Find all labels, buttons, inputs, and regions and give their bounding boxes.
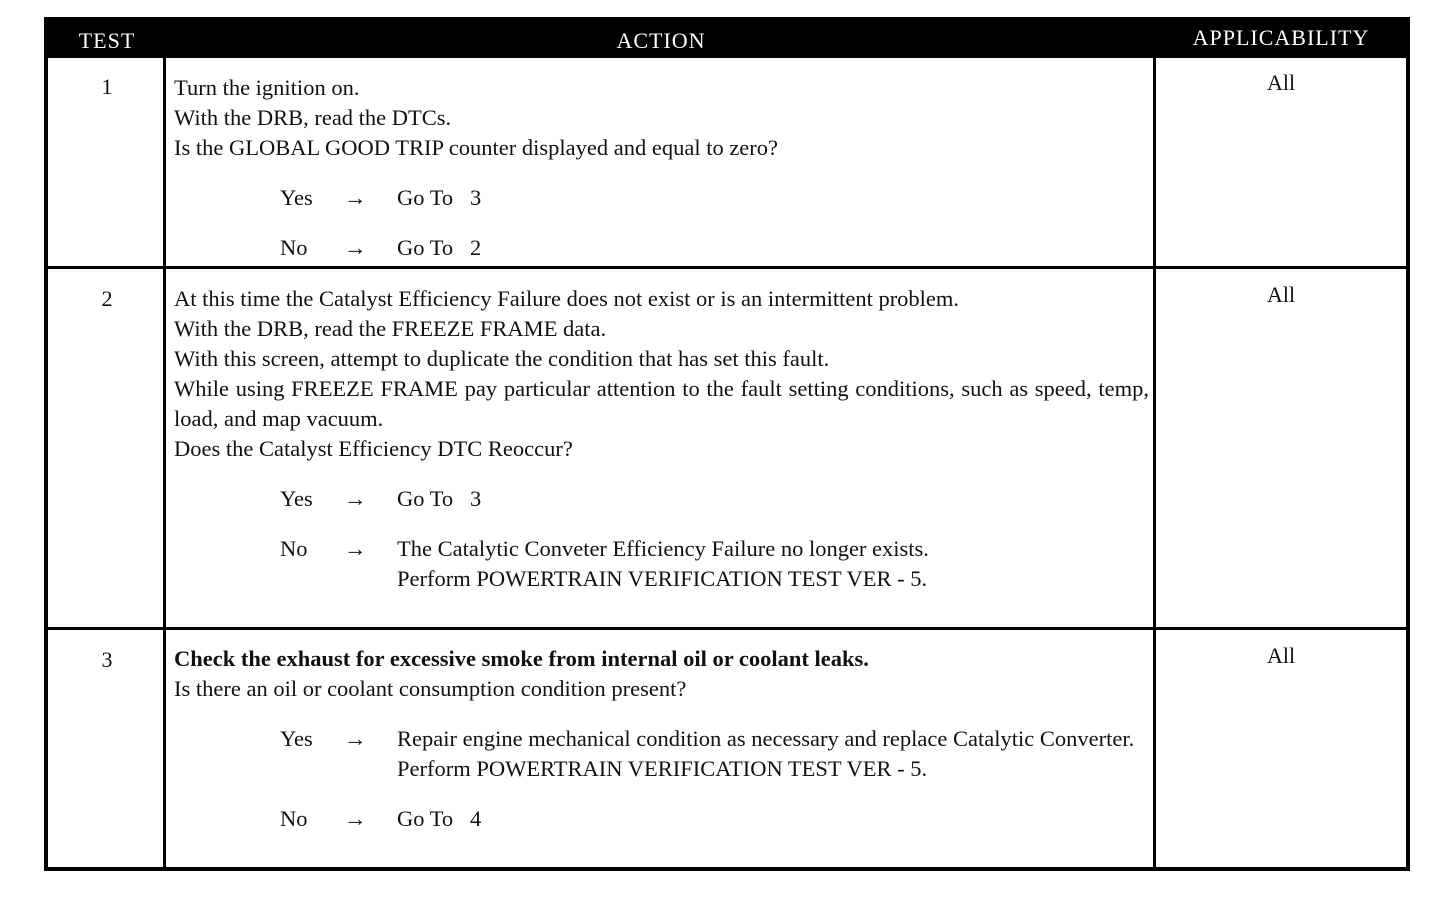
answer-yes — [280, 183, 1149, 213]
answer-text: Go To 2 — [397, 235, 482, 260]
answer-text: Go To 3 — [397, 185, 482, 210]
action-cell — [174, 644, 1149, 834]
action-line: With this screen, attempt to duplicate the condition that has set this fault. — [174, 346, 830, 371]
applicability-value: All — [1266, 643, 1296, 668]
action-line-bold: Check the exhaust for excessive smoke from internal oil or coolant leaks. — [174, 646, 869, 671]
table-row-test-1 — [48, 58, 1406, 266]
arrow-icon: → — [344, 806, 367, 831]
test-number: 3 — [101, 647, 113, 672]
answer-no-label: No — [280, 806, 308, 831]
answer-yes-label: Yes — [280, 486, 313, 511]
answer-yes-label: Yes — [280, 185, 313, 210]
test-number: 2 — [101, 286, 113, 311]
arrow-icon: → — [344, 726, 367, 751]
diagnostic-table — [44, 17, 1410, 871]
action-line: At this time the Catalyst Efficiency Failure does not exist or is an intermittent problem. — [174, 286, 960, 311]
answer-no — [280, 233, 1149, 263]
answer-text: Repair engine mechanical condition as necessary and replace Catalytic Converter. — [397, 726, 1135, 751]
table-row-test-2 — [48, 269, 1406, 627]
test-number: 1 — [101, 74, 113, 99]
action-line: While using FREEZE FRAME pay particular attention to the fault setting conditions, such as speed, temp, load, and map vacuum. — [174, 376, 1149, 431]
answer-text: Go To 4 — [397, 806, 482, 831]
action-line: Turn the ignition on. — [174, 75, 360, 100]
table-row-test-3 — [48, 630, 1406, 871]
arrow-icon: → — [344, 536, 367, 561]
arrow-icon: → — [344, 185, 367, 210]
answer-yes-label: Yes — [280, 726, 313, 751]
action-line: With the DRB, read the DTCs. — [174, 105, 452, 130]
action-line: Is there an oil or coolant consumption condition present? — [174, 676, 687, 701]
answer-no-label: No — [280, 235, 308, 260]
answer-no — [280, 804, 1149, 834]
action-line: With the DRB, read the FREEZE FRAME data. — [174, 316, 607, 341]
answer-no-label: No — [280, 536, 308, 561]
answer-text: Perform POWERTRAIN VERIFICATION TEST VER - 5. — [397, 566, 928, 591]
header-action: ACTION — [616, 28, 706, 53]
action-cell — [174, 73, 1149, 263]
action-cell — [174, 284, 1149, 594]
answer-text: The Catalytic Conveter Efficiency Failure no longer exists. — [397, 536, 929, 561]
applicability-value: All — [1266, 282, 1296, 307]
table-header — [48, 21, 1406, 58]
action-line: Is the GLOBAL GOOD TRIP counter displayed and equal to zero? — [174, 135, 779, 160]
arrow-icon: → — [344, 235, 367, 260]
answer-text: Go To 3 — [397, 486, 482, 511]
header-test: TEST — [78, 28, 136, 53]
action-line: Does the Catalyst Efficiency DTC Reoccur? — [174, 436, 573, 461]
answer-yes — [280, 724, 1149, 784]
applicability-value: All — [1266, 70, 1296, 95]
answer-yes — [280, 484, 1149, 514]
arrow-icon: → — [344, 486, 367, 511]
answer-text: Perform POWERTRAIN VERIFICATION TEST VER - 5. — [397, 756, 928, 781]
header-applicability: APPLICABILITY — [1192, 25, 1370, 50]
answer-no — [280, 534, 1149, 594]
